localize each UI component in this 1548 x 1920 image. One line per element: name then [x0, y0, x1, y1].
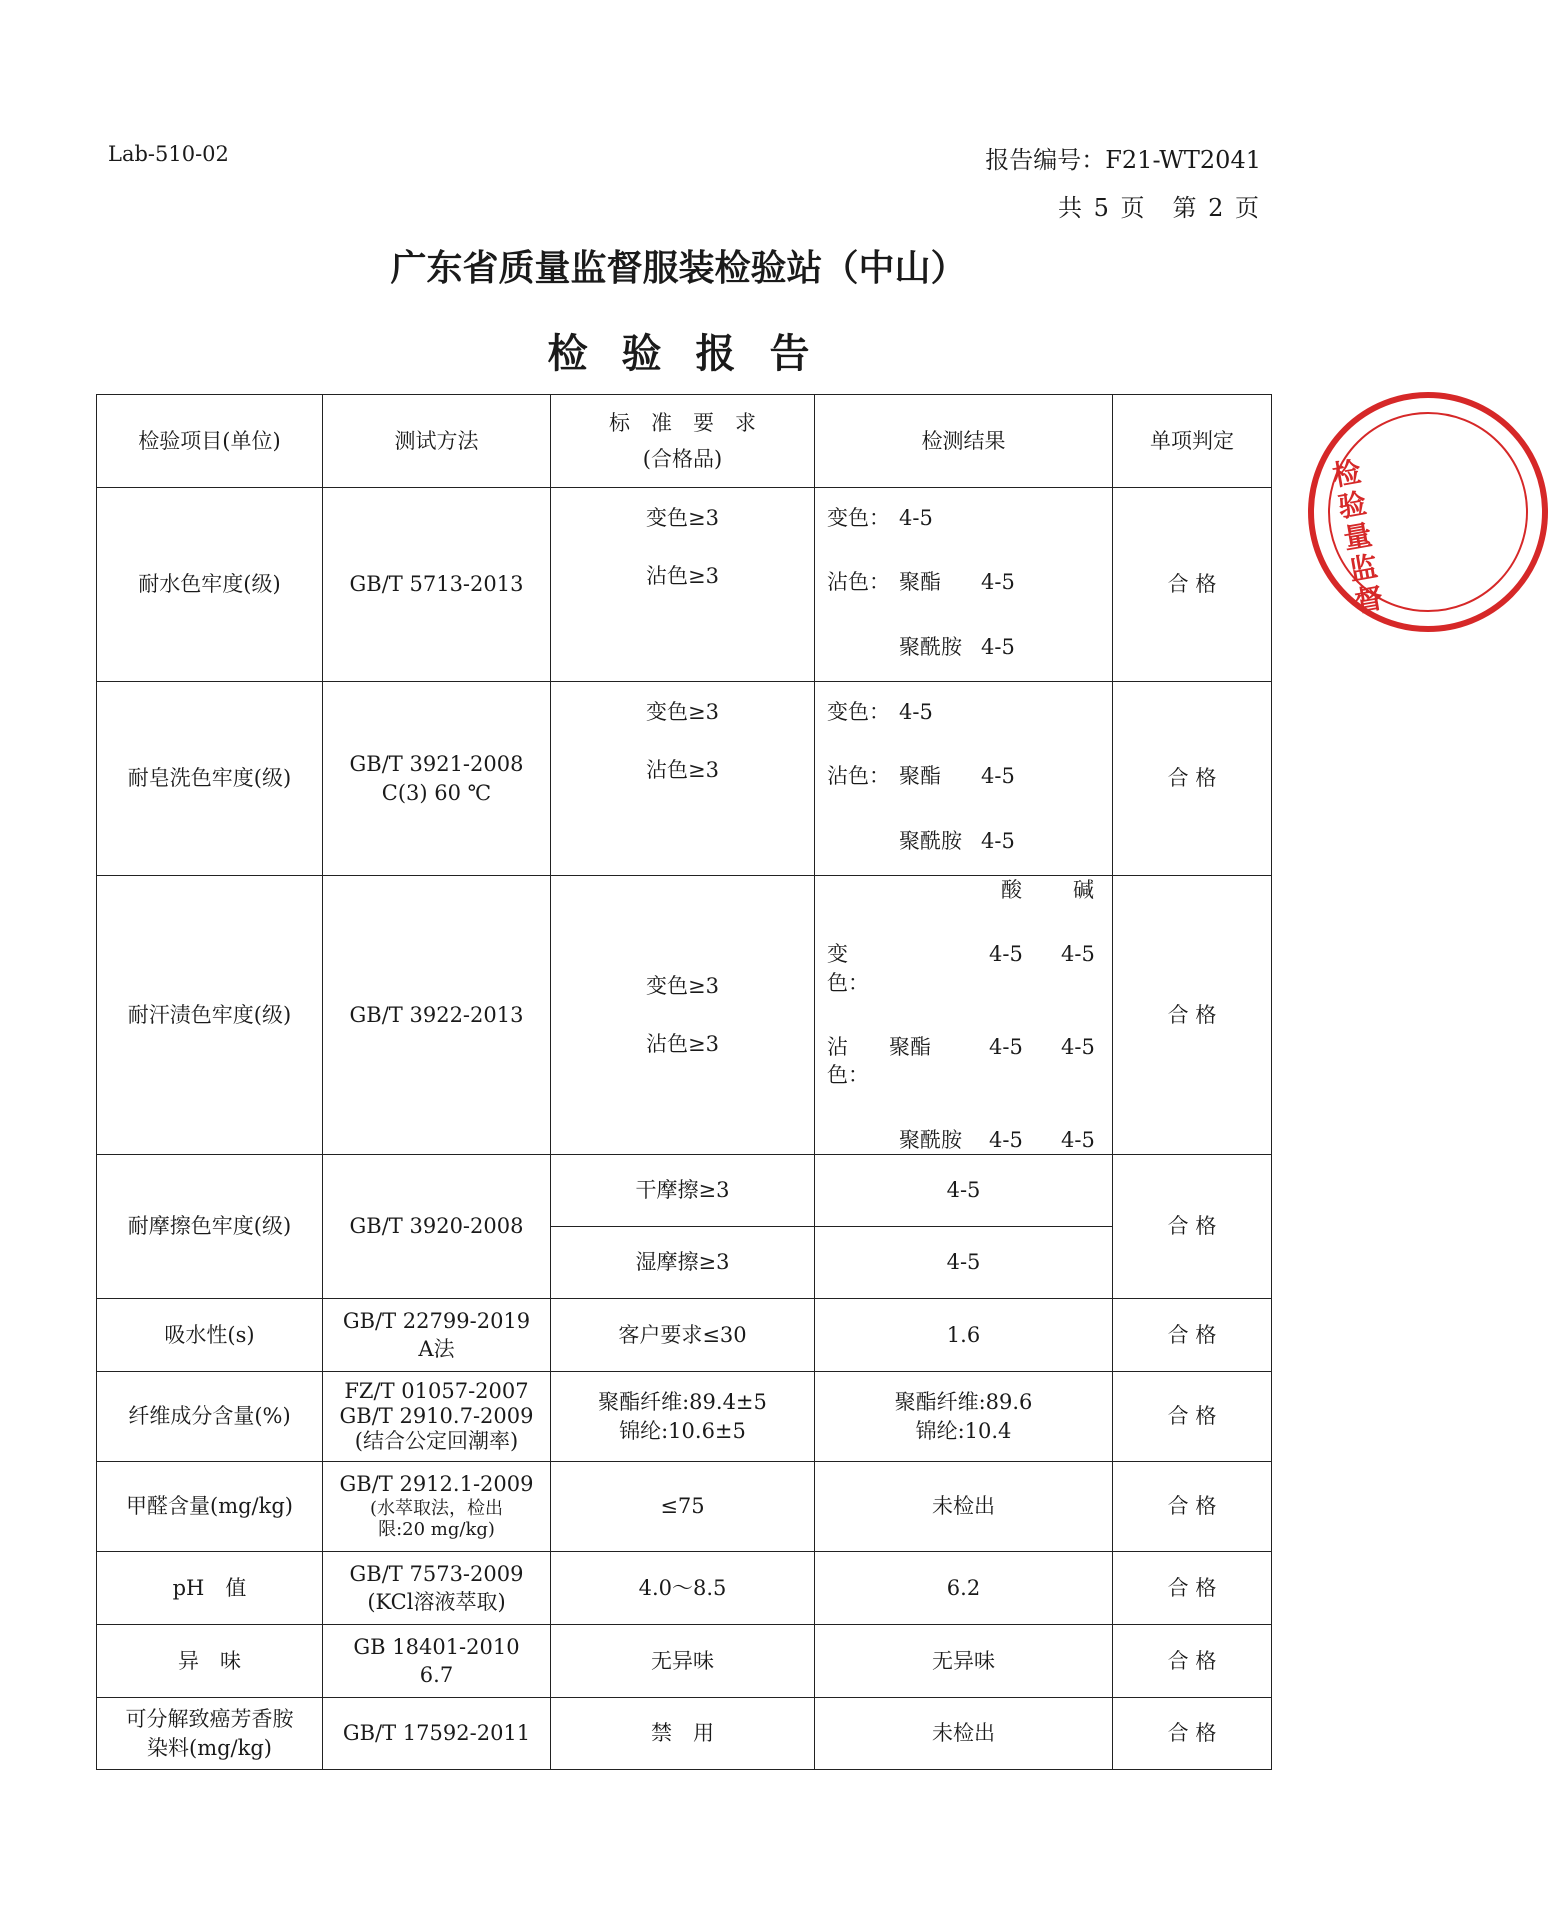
item-line2: 染料(mg/kg)	[147, 1735, 272, 1760]
row-result	[815, 488, 1113, 682]
row-verdict: 合 格	[1113, 488, 1272, 682]
row-item: 耐皂洗色牢度(级)	[97, 682, 323, 876]
table-row	[97, 488, 1272, 682]
method-line1: GB/T 7573-2009	[349, 1561, 524, 1586]
row-method	[323, 682, 551, 876]
res-fiber1-label: 聚酯	[899, 764, 941, 789]
table-row	[97, 1625, 1272, 1698]
seal-text: 检验量监督	[1326, 456, 1387, 620]
res-fiber1-label: 聚酯	[889, 1035, 931, 1060]
row-requirement	[551, 876, 815, 1155]
row-requirement: 无异味	[551, 1625, 815, 1698]
table-row	[97, 1462, 1272, 1552]
results-table	[96, 394, 1272, 1770]
res-line1: 聚酯纤维:89.6	[894, 1390, 1033, 1415]
res-fiber2-acid: 4-5	[989, 1127, 1023, 1152]
res-shade-acid: 4-5	[989, 942, 1023, 967]
res-fiber2-value: 4-5	[981, 634, 1015, 659]
row-verdict: 合 格	[1113, 1698, 1272, 1770]
row-verdict: 合 格	[1113, 682, 1272, 876]
method-line2: (水萃取法，检出	[369, 1497, 504, 1519]
row-method	[323, 1462, 551, 1552]
table-row	[97, 1299, 1272, 1372]
organization-title: 广东省质量监督服装检验站（中山）	[390, 248, 967, 289]
res-fiber2-alkali: 4-5	[1061, 1127, 1095, 1152]
row-item: 耐摩擦色牢度(级)	[97, 1155, 323, 1299]
row-method	[323, 1625, 551, 1698]
row-result	[815, 1372, 1113, 1462]
method-line2: A法	[418, 1337, 455, 1362]
method-line1: GB/T 22799-2019	[342, 1308, 531, 1333]
row-result: 未检出	[815, 1462, 1113, 1552]
header-requirement-line2: (合格品)	[642, 447, 723, 471]
row-verdict: 合 格	[1113, 1625, 1272, 1698]
row-result: 6.2	[815, 1552, 1113, 1625]
res-fiber1-acid: 4-5	[989, 1035, 1023, 1060]
req-dry-rub: 干摩擦≥3	[551, 1155, 815, 1227]
row-result	[815, 682, 1113, 876]
table-header-row	[97, 395, 1272, 488]
row-verdict: 合 格	[1113, 1552, 1272, 1625]
header-result: 检测结果	[815, 395, 1113, 488]
req-wet-rub: 湿摩擦≥3	[551, 1227, 815, 1299]
row-item: 异 味	[97, 1625, 323, 1698]
row-requirement: ≤75	[551, 1462, 815, 1552]
row-result: 无异味	[815, 1625, 1113, 1698]
req-line2: 锦纶:10.6±5	[619, 1418, 746, 1443]
method-line2: 6.7	[419, 1663, 454, 1688]
table-row	[97, 876, 1272, 1155]
row-requirement	[551, 1372, 815, 1462]
res-shade-value: 4-5	[899, 506, 933, 530]
row-method: GB/T 3920-2008	[323, 1155, 551, 1299]
res-fiber1-alkali: 4-5	[1061, 1035, 1095, 1060]
header-verdict: 单项判定	[1113, 395, 1272, 488]
table-row	[97, 1155, 1272, 1227]
col-alkali-label: 碱	[1073, 878, 1094, 902]
row-result: 1.6	[815, 1299, 1113, 1372]
row-verdict: 合 格	[1113, 1372, 1272, 1462]
method-line3: 限:20 mg/kg)	[378, 1519, 495, 1541]
row-item: 甲醛含量(mg/kg)	[97, 1462, 323, 1552]
header-item: 检验项目(单位)	[97, 395, 323, 488]
res-fiber2-label: 聚酰胺	[899, 1127, 962, 1152]
row-requirement	[551, 682, 815, 876]
row-verdict: 合 格	[1113, 876, 1272, 1155]
res-fiber2-value: 4-5	[981, 828, 1015, 853]
row-item: 吸水性(s)	[97, 1299, 323, 1372]
row-verdict: 合 格	[1113, 1299, 1272, 1372]
header-requirement-line1: 标 准 要 求	[609, 410, 756, 435]
table-row	[97, 1372, 1272, 1462]
res-wet-rub: 4-5	[815, 1227, 1113, 1299]
res-shade-label: 变色：	[827, 942, 869, 995]
res-shade-label: 变色：	[827, 506, 890, 530]
res-shade-alkali: 4-5	[1061, 942, 1095, 967]
method-line1: GB/T 3921-2008	[349, 752, 524, 777]
method-line2: (KCl溶液萃取)	[367, 1590, 506, 1615]
method-line2: GB/T 2910.7-2009	[339, 1403, 534, 1428]
row-item	[97, 1698, 323, 1770]
res-stain-label: 沾色：	[827, 570, 890, 595]
item-line1: 可分解致癌芳香胺	[125, 1707, 294, 1732]
req-stain: 沾色≥3	[646, 564, 719, 589]
res-stain-label: 沾色：	[827, 1035, 869, 1088]
row-result: 未检出	[815, 1698, 1113, 1770]
res-fiber2-label: 聚酰胺	[899, 634, 962, 659]
table-row	[97, 1552, 1272, 1625]
header-requirement	[551, 395, 815, 488]
res-fiber2-label: 聚酰胺	[899, 828, 962, 853]
report-number: 报告编号：F21-WT2041	[985, 146, 1261, 174]
row-method: GB/T 3922-2013	[323, 876, 551, 1155]
row-method: GB/T 17592-2011	[323, 1698, 551, 1770]
official-seal	[1308, 392, 1548, 632]
res-fiber1-value: 4-5	[981, 764, 1015, 789]
document-title: 检验报告	[547, 331, 844, 377]
req-shade: 变色≥3	[646, 973, 719, 998]
row-result	[815, 876, 1113, 1155]
res-shade-value: 4-5	[899, 700, 933, 724]
req-stain: 沾色≥3	[646, 1032, 719, 1057]
method-line3: (结合公定回潮率)	[354, 1429, 519, 1454]
method-line1: GB/T 2912.1-2009	[339, 1472, 534, 1497]
table-row	[97, 682, 1272, 876]
res-fiber1-value: 4-5	[981, 570, 1015, 595]
res-stain-label: 沾色：	[827, 764, 890, 789]
method-line2: C(3) 60 ℃	[381, 780, 492, 805]
method-line1: GB 18401-2010	[353, 1634, 520, 1659]
row-requirement: 4.0～8.5	[551, 1552, 815, 1625]
row-verdict: 合 格	[1113, 1462, 1272, 1552]
col-acid-label: 酸	[1001, 878, 1022, 902]
row-verdict: 合 格	[1113, 1155, 1272, 1299]
req-shade: 变色≥3	[646, 700, 719, 724]
row-method	[323, 1372, 551, 1462]
req-line1: 聚酯纤维:89.4±5	[598, 1390, 767, 1415]
method-line1: FZ/T 01057-2007	[344, 1378, 529, 1403]
row-item: 纤维成分含量(%)	[97, 1372, 323, 1462]
row-requirement: 禁 用	[551, 1698, 815, 1770]
row-requirement	[551, 488, 815, 682]
req-shade: 变色≥3	[646, 506, 719, 530]
row-method: GB/T 5713-2013	[323, 488, 551, 682]
row-item: 耐汗渍色牢度(级)	[97, 876, 323, 1155]
lab-code: Lab-510-02	[108, 142, 229, 166]
res-line2: 锦纶:10.4	[915, 1418, 1012, 1443]
res-dry-rub: 4-5	[815, 1155, 1113, 1227]
row-method	[323, 1299, 551, 1372]
row-requirement: 客户要求≤30	[551, 1299, 815, 1372]
res-fiber1-label: 聚酯	[899, 570, 941, 595]
header-method: 测试方法	[323, 395, 551, 488]
table-row	[97, 1698, 1272, 1770]
row-item: pH 值	[97, 1552, 323, 1625]
page-count: 共 5 页 第 2 页	[1057, 194, 1261, 222]
req-stain: 沾色≥3	[646, 758, 719, 783]
row-method	[323, 1552, 551, 1625]
row-item: 耐水色牢度(级)	[97, 488, 323, 682]
res-shade-label: 变色：	[827, 700, 890, 724]
